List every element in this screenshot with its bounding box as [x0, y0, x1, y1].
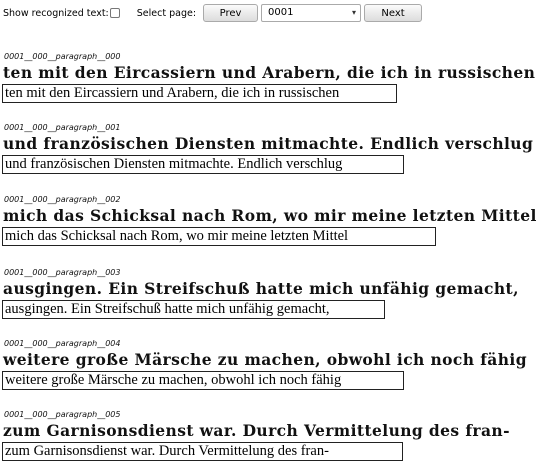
prev-button[interactable]: Prev — [203, 4, 258, 22]
paragraph-id: 0001__000__paragraph__000 — [4, 52, 121, 61]
next-button[interactable]: Next — [364, 4, 422, 22]
paragraph-id: 0001__000__paragraph__002 — [4, 195, 121, 204]
chevron-down-icon: ▾ — [352, 8, 357, 17]
transcription-field[interactable]: und französischen Diensten mitmachte. Endlich verschlug — [2, 155, 404, 174]
line-image: zum Garnisonsdienst war. Durch Vermittelung des fran- — [3, 421, 510, 440]
paragraph-id: 0001__000__paragraph__001 — [4, 123, 121, 132]
select-page-label: Select page: — [136, 7, 197, 19]
line-image: und französischen Diensten mitmachte. Endlich verschlug — [3, 134, 534, 153]
transcription-field[interactable]: ten mit den Eircassiern und Arabern, die ich in russischen — [2, 84, 397, 103]
paragraph-id: 0001__000__paragraph__004 — [4, 339, 121, 348]
paragraph-id: 0001__000__paragraph__003 — [4, 268, 121, 277]
line-image: ausgingen. Ein Streifschuß hatte mich unfähig gemacht, — [3, 279, 519, 298]
line-image: ten mit den Eircassiern und Arabern, die ich in russischen — [3, 63, 536, 82]
line-image: mich das Schicksal nach Rom, wo mir meine letzten Mittel — [3, 206, 537, 225]
page-select[interactable] — [261, 4, 361, 22]
transcription-field[interactable]: zum Garnisonsdienst war. Durch Vermittelung des fran- — [2, 442, 403, 461]
page-select-value: 0001 — [268, 7, 294, 18]
transcription-field[interactable]: weitere große Märsche zu machen, obwohl ich noch fähig — [2, 371, 404, 390]
line-image: weitere große Märsche zu machen, obwohl ich noch fähig — [3, 350, 527, 369]
toolbar — [0, 0, 442, 26]
show-recognized-text-label: Show recognized text: — [3, 7, 109, 19]
show-recognized-text-checkbox[interactable] — [110, 8, 120, 18]
transcription-field[interactable]: mich das Schicksal nach Rom, wo mir meine letzten Mittel — [2, 227, 436, 246]
transcription-field[interactable]: ausgingen. Ein Streifschuß hatte mich unfähig gemacht, — [2, 300, 385, 319]
paragraph-id: 0001__000__paragraph__005 — [4, 410, 121, 419]
